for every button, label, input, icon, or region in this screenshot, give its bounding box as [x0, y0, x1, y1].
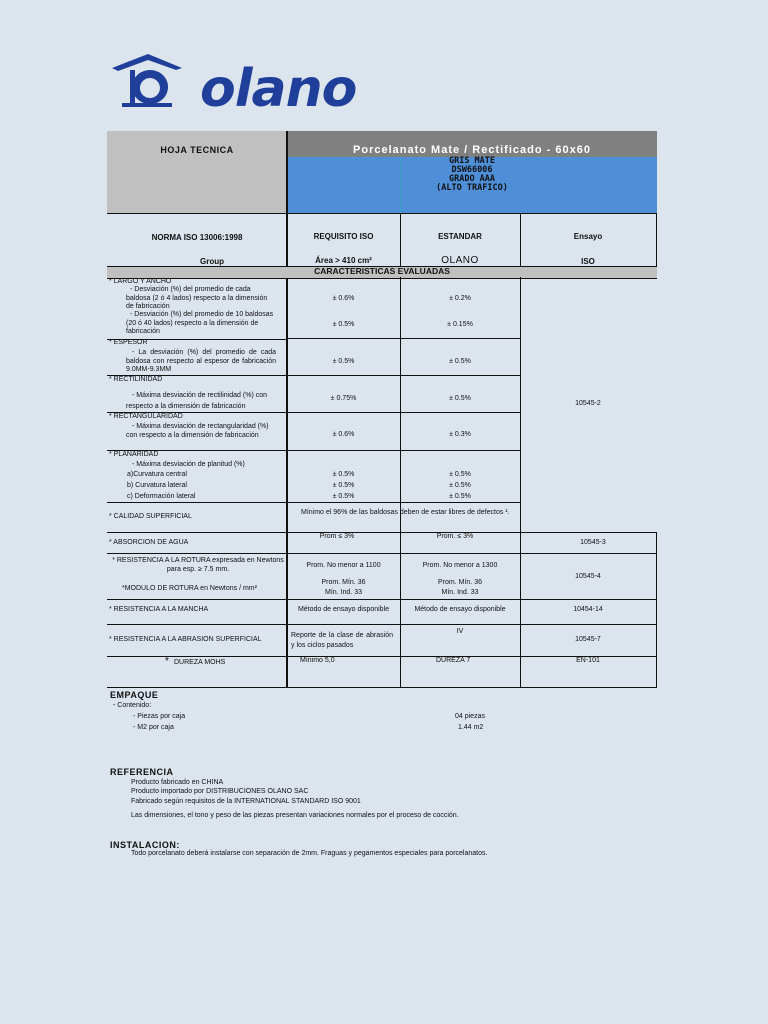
col-estandar: ESTANDAR	[438, 232, 482, 241]
row-rotura-req3: Mín. Ind. 33	[325, 589, 362, 596]
row-rectilinidad-req: ± 0.75%	[330, 395, 357, 402]
row-planaridad-title: * PLANARIDAD	[109, 451, 159, 458]
referencia-title: REFERENCIA	[110, 767, 174, 777]
row-rectilinidad-title: * RECTILINIDAD	[109, 376, 163, 383]
header-left-cell	[107, 131, 287, 213]
empaque-contenido: - Contenido:	[113, 702, 152, 709]
row-absorcion-iso: 10545-3	[580, 539, 606, 546]
row-mancha-std: Método de ensayo disponible	[414, 606, 506, 613]
row-absorcion-req: Prom ≤ 3%	[319, 533, 355, 540]
row-espesor-req: ± 0.5%	[332, 358, 355, 365]
product-color: GRIS MATE	[448, 156, 496, 166]
row-planaridad-a: a)Curvatura central	[127, 471, 187, 478]
row-largo-std2: ± 0.15%	[447, 321, 473, 328]
col-requisito: REQUISITO ISO	[313, 232, 374, 241]
row-abrasion-std: IV	[456, 628, 464, 635]
hoja-tecnica-label: HOJA TECNICA	[160, 145, 234, 155]
row-rotura-title: * RESISTENCIA A LA ROTURA expresada en Newtons para esp. ≥ 7.5 mm.	[112, 557, 284, 573]
row-abrasion-req: Reporte de la clase de abrasión y los ciclos pasados	[291, 632, 393, 649]
col-olano: OLANO	[441, 255, 479, 266]
row-mancha-req: Método de ensayo disponible	[297, 606, 390, 613]
row-rotura-std2: Prom. Mín. 36	[438, 579, 482, 586]
row-rectangularidad-req: ± 0.6%	[332, 431, 355, 438]
row-absorcion-title: * ABSORCION DE AGUA	[109, 539, 189, 546]
empaque-piezas-value: 04 piezas	[455, 713, 485, 720]
row-planaridad-b: b) Curvatura lateral	[127, 482, 187, 489]
row-planaridad-rb: ± 0.5%	[332, 482, 355, 489]
row-rotura-req2: Prom. Mín. 36	[321, 579, 366, 586]
instalacion-title: INSTALACION:	[110, 840, 180, 850]
row-abrasion-title: * RESISTENCIA A LA ABRASION SUPERFICIAL	[109, 636, 262, 643]
product-sub-block	[287, 157, 657, 213]
iso-10545-2: 10545-2	[575, 400, 601, 407]
row-calidad-title: * CALIDAD SUPERFICIAL	[109, 513, 192, 520]
product-grade: GRADO AAA	[448, 174, 496, 184]
row-rectilinidad-desc: - Máxima desviación de rectilinidad (%) con respecto a la dimensión de fabricación	[126, 392, 267, 410]
row-rectangularidad-std: ± 0.3%	[449, 431, 471, 438]
row-rotura-std3: Mín. Ind. 33	[441, 589, 479, 596]
row-modulo-title: *MODULO DE ROTURA en Newtons / mm²	[122, 585, 257, 592]
referencia-line-4: Las dimensiones, el tono y peso de las piezas presentan variaciones normales por el proceso de cocción.	[131, 812, 459, 819]
row-rotura-std1: Prom. No menor a 1300	[422, 562, 498, 569]
row-rotura-req1: Prom. No menor a 1100	[306, 562, 381, 569]
product-title: Porcelanato Mate / Rectificado - 60x60	[287, 131, 657, 157]
row-espesor-desc: - La desviación (%) del promedio de cada baldosa con respecto al espesor de fabricación 9.0MM-9.3MM	[126, 349, 276, 374]
col-iso: ISO	[581, 257, 595, 266]
empaque-piezas-label: - Piezas por caja	[133, 713, 186, 720]
row-planaridad-c: c) Deformación lateral	[127, 493, 196, 500]
row-rectangularidad-title: * RECTANGULARIDAD	[109, 413, 183, 420]
row-largo-desc1: - Desviación (%) del promedio de cada baldosa (2 ó 4 lados) respecto a la dimensión de fabricación	[126, 286, 268, 311]
row-largo-std1: ± 0.2%	[449, 295, 471, 302]
caracteristicas-heading: CARACTERISTICAS EVALUADAS	[314, 266, 450, 276]
col-group: Group	[200, 257, 224, 266]
row-abrasion-iso: 10545-7	[575, 636, 601, 643]
row-largo-req1: ± 0.6%	[332, 295, 355, 302]
row-espesor-std: ± 0.5%	[449, 358, 471, 365]
col-area: Área > 410 cm²	[315, 256, 372, 265]
row-mancha-title: * RESISTENCIA A LA MANCHA	[109, 606, 209, 613]
row-largo-desc2: - Desviación (%) del promedio de 10 baldosas (20 ó 40 lados) respecto a la dimensión de fabricación	[126, 311, 274, 336]
row-espesor-title: * ESPESOR	[109, 339, 148, 346]
row-calidad-text: Mínimo el 96% de las baldosas deben de estar libres de defectos ¹.	[301, 509, 510, 516]
row-dureza-title: DUREZA MOHS	[174, 659, 226, 666]
row-dureza-iso: EN-101	[576, 657, 600, 664]
row-rotura-iso: 10545-4	[575, 573, 601, 580]
product-code: DSW66006	[451, 165, 493, 175]
row-planaridad-ra: ± 0.5%	[332, 471, 355, 478]
house-logo-icon	[108, 50, 398, 112]
row-dureza-star: *	[165, 656, 169, 667]
row-absorcion-std: Prom. ≤ 3%	[436, 533, 474, 540]
row-mancha-iso: 10454-14	[573, 606, 603, 613]
row-dureza-req: Mínimo 5,0	[300, 657, 335, 664]
row-rectangularidad-desc: - Máxima desviación de rectangularidad (%) con respecto a la dimensión de fabricación	[126, 423, 269, 439]
row-planaridad-sc: ± 0.5%	[449, 493, 471, 500]
col-ensayo: Ensayo	[573, 232, 603, 241]
row-planaridad-sa: ± 0.5%	[449, 471, 471, 478]
row-dureza-std: DUREZA 7	[436, 657, 471, 664]
col-norma: NORMA ISO 13006:1998	[151, 233, 243, 242]
row-planaridad-desc: - Máxima desviación de planitud (%)	[132, 461, 245, 468]
row-largo-req2: ± 0.5%	[332, 321, 355, 328]
row-rectilinidad-std: ± 0.5%	[449, 395, 471, 402]
empaque-title: EMPAQUE	[110, 690, 159, 700]
referencia-line-1: Producto fabricado en CHINA	[131, 779, 224, 786]
svg-text:olano: olano	[200, 59, 357, 112]
empaque-m2-label: - M2 por caja	[133, 724, 174, 731]
referencia-line-2: Producto importado por DISTRIBUCIONES OLANO SAC	[131, 788, 309, 795]
product-traffic: (ALTO TRAFICO)	[436, 183, 508, 193]
instalacion-text: Todo porcelanato deberá instalarse con separación de 2mm. Fraguas y pegamentos especiales para porcelanatos.	[131, 850, 488, 857]
olano-logo	[108, 50, 398, 112]
empaque-m2-value: 1.44 m2	[458, 724, 484, 731]
row-planaridad-sb: ± 0.5%	[449, 482, 471, 489]
referencia-line-3: Fabricado según requisitos de la INTERNATIONAL STANDARD ISO 9001	[131, 798, 361, 805]
row-planaridad-rc: ± 0.5%	[332, 493, 355, 500]
row-largo-title: * LARGO Y ANCHO	[109, 278, 172, 285]
